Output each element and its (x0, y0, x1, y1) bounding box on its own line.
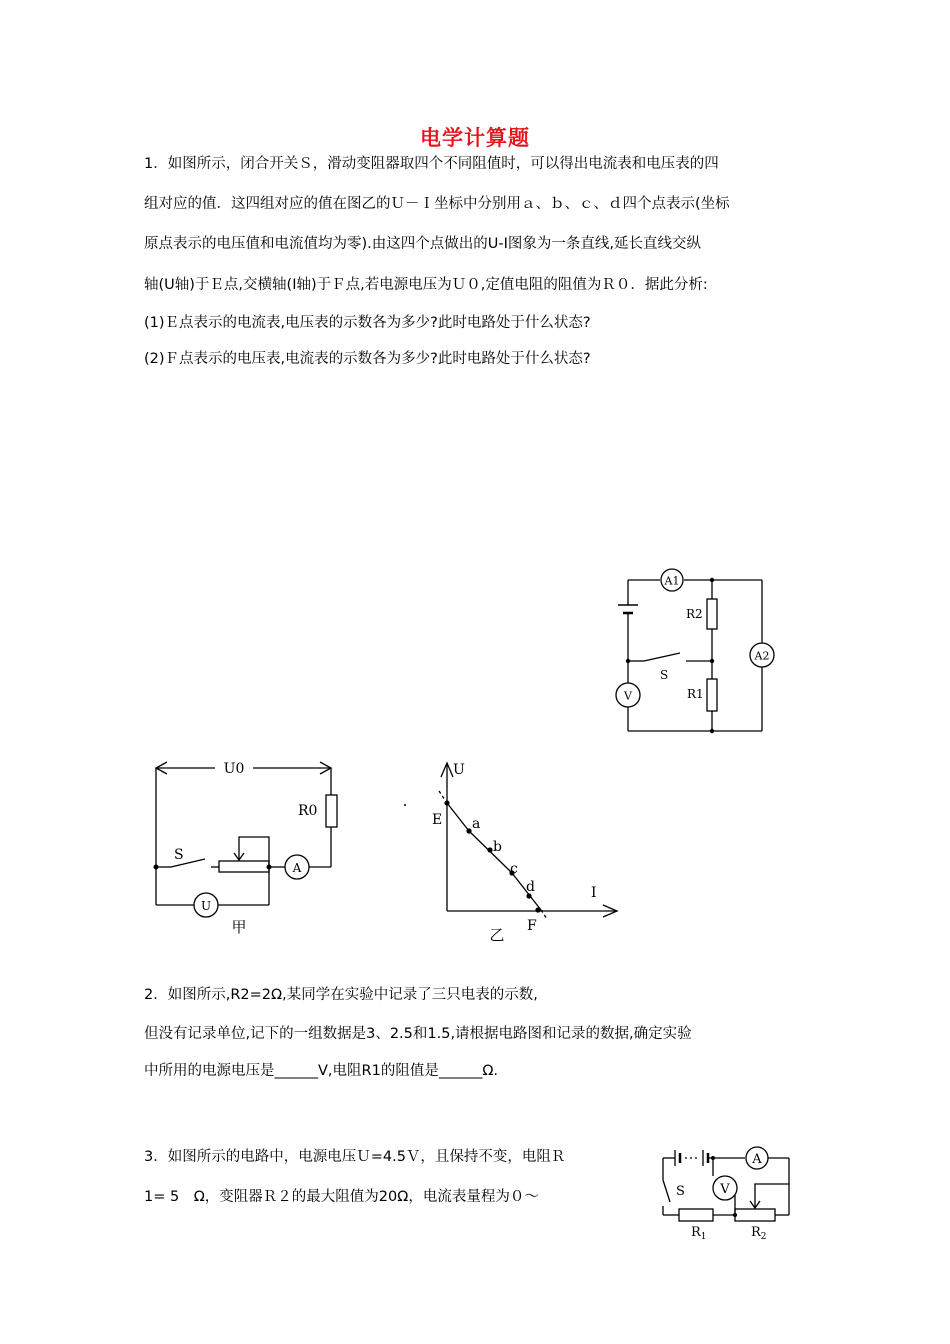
point-d-label: d (526, 879, 535, 895)
q1-sub-question-2: (2)Ｆ点表示的电压表,电流表的示数各为多少?此时电路处于什么状态? (144, 351, 591, 367)
point-f-label: F (527, 918, 537, 934)
q2-line-1: 2．如图所示,R2=2Ω,某同学在实验中记录了三只电表的示数, (144, 987, 538, 1003)
point-e-label: E (432, 812, 443, 828)
figure-caption-yi: 乙 (489, 926, 505, 944)
ammeter-label: A (752, 1152, 762, 1167)
circuit-diagram-jia (145, 755, 355, 945)
point-a-label: a (472, 816, 481, 832)
voltmeter-label: V (720, 1182, 730, 1197)
q2-line-3: 中所用的电源电压是______V,电阻R1的阻值是______Ω. (144, 1063, 499, 1079)
q2-circuit-diagram (600, 565, 790, 745)
switch-label: S (174, 847, 184, 863)
source-voltage-label: U0 (223, 761, 245, 777)
q1-line-2: 组对应的值．这四组对应的值在图乙的Ｕ－Ｉ坐标中分别用ａ、ｂ、ｃ、ｄ四个点表示(坐标 (144, 196, 730, 212)
q3-line-1: 3．如图所示的电路中，电源电压Ｕ=4.5Ｖ，且保持不变，电阻Ｒ (144, 1149, 566, 1165)
u-i-graph-yi (395, 755, 630, 950)
point-c-label: c (510, 861, 518, 877)
resistor-r1-label: R1 (687, 687, 704, 701)
point-b-label: b (493, 839, 502, 855)
page-title: 电学计算题 (420, 126, 530, 150)
ammeter-label: A (292, 861, 302, 875)
resistor-r0-label: R0 (298, 803, 318, 819)
resistor-r1-label: $R_1$ (691, 1225, 707, 1242)
q1-line-3: 原点表示的电压值和电流值均为零).由这四个点做出的U-I图象为一条直线,延长直线交纵 (144, 236, 701, 252)
ammeter-a2-label: A2 (754, 649, 770, 663)
q1-sub-question-1: (1)Ｅ点表示的电流表,电压表的示数各为多少?此时电路处于什么状态? (144, 315, 591, 331)
switch-label: S (660, 668, 669, 682)
figure-caption-jia: 甲 (231, 918, 247, 936)
q2-line-2: 但没有记录单位,记下的一组数据是3、2.5和1.5,请根据电路图和记录的数据,确定实验 (144, 1026, 692, 1042)
i-axis-label: I (591, 885, 597, 901)
resistor-r2-label: R2 (686, 607, 703, 621)
q1-line-1: 1．如图所示，闭合开关Ｓ，滑动变阻器取四个不同阻值时，可以得出电流表和电压表的四 (144, 156, 719, 172)
u-axis-label: U (453, 762, 465, 778)
q1-line-4: 轴(U轴)于Ｅ点,交横轴(I轴)于Ｆ点,若电源电压为Ｕ０,定值电阻的阻值为Ｒ０．据此分析: (144, 277, 708, 293)
q3-circuit-diagram (655, 1140, 800, 1240)
switch-label: S (676, 1184, 685, 1199)
voltmeter-label: V (624, 689, 632, 703)
resistor-r2-label: $R_2$ (751, 1225, 767, 1242)
voltmeter-label: U (200, 899, 212, 913)
ammeter-a1-label: A1 (664, 574, 680, 588)
q3-line-2: 1= 5 Ω，变阻器Ｒ２的最大阻值为20Ω，电流表量程为０～ (144, 1189, 539, 1205)
